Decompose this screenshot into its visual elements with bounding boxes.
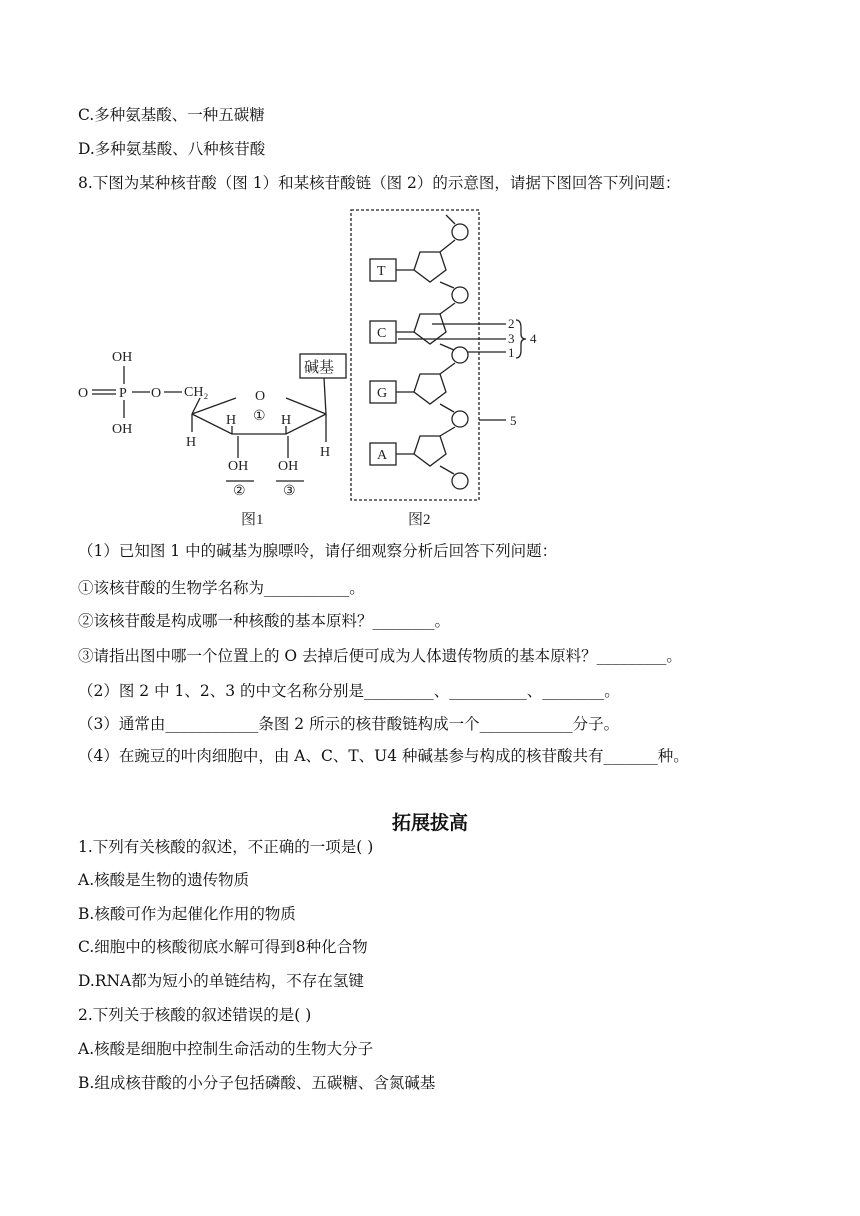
base-box-label: 碱基 (304, 360, 335, 376)
figure-1-caption: 图1 (241, 512, 264, 528)
o-double-label: O (78, 386, 89, 401)
question-8-part-1b: ②该核苷酸是构成哪一种核酸的基本原料？________。 (78, 612, 451, 630)
o-link-label: O (151, 386, 162, 401)
h-label-d: H (320, 445, 331, 460)
oh-2-label: OH (228, 459, 249, 474)
ext-q1-option-c: C.细胞中的核酸彻底水解可得到8种化合物 (78, 938, 368, 956)
ext-q1-option-a: A.核酸是生物的遗传物质 (78, 871, 250, 889)
option-c: C.多种氨基酸、一种五碳糖 (78, 106, 265, 124)
ext-q2-option-a: A.核酸是细胞中控制生命活动的生物大分子 (78, 1040, 374, 1058)
base-c-label: C (377, 326, 387, 341)
ext-q2-option-b: B.组成核苷酸的小分子包括磷酸、五碳糖、含氮碱基 (78, 1074, 436, 1092)
ext-q1-option-d: D.RNA都为短小的单链结构，不存在氢键 (78, 972, 364, 990)
position-3-label: ③ (283, 484, 296, 499)
figure-1-labels (78, 350, 334, 528)
h-label-b: H (281, 413, 292, 428)
section-title: 拓展拔高 (391, 812, 468, 834)
oh-bottom-label: OH (112, 422, 133, 437)
figure-2-caption: 图2 (408, 512, 431, 528)
ext-q1-option-b: B.核酸可作为起催化作用的物质 (78, 905, 296, 923)
question-8-part-1: （1）已知图 1 中的碱基为腺嘌呤，请仔细观察分析后回答下列问题： (78, 542, 558, 560)
ext-question-2: 2.下列关于核酸的叙述错误的是( ) (78, 1006, 312, 1024)
label-2: 2 (508, 316, 515, 331)
question-8-stem: 8.下图为某种核苷酸（图 1）和某核苷酸链（图 2）的示意图，请据下图回答下列问题： (78, 174, 681, 192)
position-2-label: ② (233, 484, 246, 499)
question-8-part-4: （4）在豌豆的叶肉细胞中，由 A、C、T、U4 种碱基参与构成的核苷酸共有_______种。 (78, 747, 689, 765)
nucleotide-figure (0, 200, 860, 540)
ch2-label: CH₂ (184, 385, 209, 400)
oh-3-label: OH (278, 459, 299, 474)
label-3: 3 (508, 331, 515, 346)
h-label-a: H (226, 413, 237, 428)
position-1-label: ① (253, 409, 266, 424)
base-t-label: T (377, 264, 386, 279)
question-8-part-1a: ①该核苷酸的生物学名称为___________。 (78, 579, 365, 597)
ring-o-label: O (255, 389, 266, 404)
p-label: P (119, 386, 127, 401)
label-5: 5 (510, 413, 517, 428)
ext-question-1: 1.下列有关核酸的叙述，不正确的一项是( ) (78, 838, 374, 856)
question-8-part-1c: ③请指出图中哪一个位置上的 O 去掉后便可成为人体遗传物质的基本原料？_________。 (78, 647, 682, 665)
h-label-c: H (186, 435, 197, 450)
question-8-part-2: （2）图 2 中 1、2、3 的中文名称分别是_________、__________、________。 (78, 682, 620, 700)
label-4: 4 (530, 331, 537, 346)
base-a-label: A (377, 448, 388, 463)
label-1: 1 (508, 345, 515, 360)
question-8-part-3: （3）通常由____________条图 2 所示的核苷酸链构成一个____________分子。 (78, 715, 620, 733)
oh-top-label: OH (112, 350, 133, 365)
base-g-label: G (377, 386, 388, 401)
option-d: D.多种氨基酸、八种核苷酸 (78, 140, 266, 158)
